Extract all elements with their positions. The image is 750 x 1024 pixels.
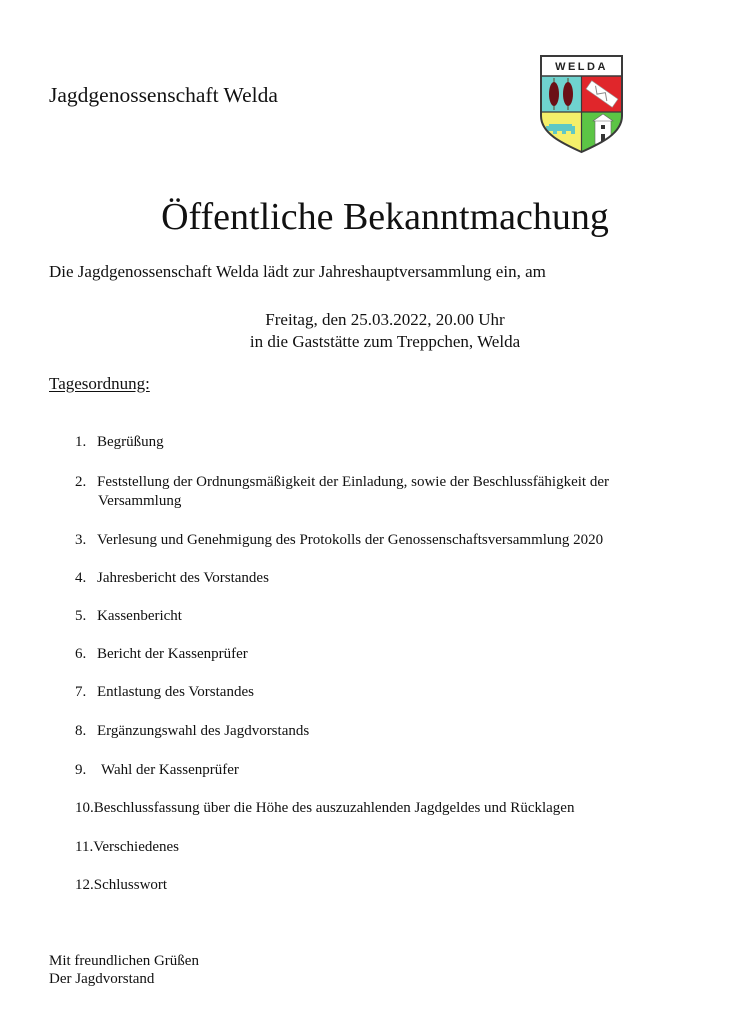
agenda-item-number: 7.	[75, 684, 87, 700]
closing-signature: Der Jagdvorstand	[49, 971, 155, 987]
agenda-item-number: 1.	[75, 434, 87, 450]
agenda-item-text: Feststellung der Ordnungsmäßigkeit der Einladung, sowie der Beschlussfähigkeit der	[97, 474, 609, 490]
agenda-item	[75, 876, 167, 895]
agenda-item	[75, 473, 609, 511]
agenda-item	[75, 607, 182, 626]
agenda-item	[75, 683, 254, 702]
agenda-item-number: 10.	[75, 800, 94, 816]
agenda-item	[75, 838, 179, 857]
agenda-item-number: 3.	[75, 532, 87, 548]
agenda-item-text: Beschlussfassung über die Höhe des auszuzahlenden Jagdgeldes und Rücklagen	[93, 800, 575, 816]
agenda-item	[75, 645, 248, 664]
agenda-item	[75, 569, 269, 588]
agenda-item-text: Ergänzungswahl des Jagdvorstands	[97, 723, 310, 739]
event-date: Freitag, den 25.03.2022, 20.00 Uhr	[265, 310, 505, 329]
agenda-item-number: 9.	[75, 762, 87, 778]
event-location: in die Gaststätte zum Treppchen, Welda	[249, 332, 521, 351]
agenda-item-text: Bericht der Kassenprüfer	[97, 646, 248, 662]
agenda-item-text: Begrüßung	[97, 434, 164, 450]
agenda-item-number: 8.	[75, 723, 87, 739]
event-details	[0, 309, 750, 353]
page-title: Öffentliche Bekanntmachung	[161, 196, 609, 238]
agenda-item-number: 5.	[75, 608, 87, 624]
agenda-item-continuation: Versammlung	[98, 493, 182, 509]
svg-text:WELDA: WELDA	[555, 61, 608, 73]
coat-of-arms-icon	[539, 54, 624, 154]
agenda-item-number: 11.	[75, 839, 94, 855]
agenda-item	[75, 433, 164, 452]
agenda-item	[75, 799, 574, 818]
agenda-item-text: Verlesung und Genehmigung des Protokolls der Genossenschaftsversammlung 2020	[97, 532, 604, 548]
intro-text: Die Jagdgenossenschaft Welda lädt zur Jahreshauptversammlung ein, am	[49, 262, 546, 281]
closing-greeting: Mit freundlichen Grüßen	[49, 953, 199, 969]
agenda-item	[75, 761, 239, 780]
agenda-item-text: Kassenbericht	[97, 608, 182, 624]
agenda-item-text: Jahresbericht des Vorstandes	[97, 570, 269, 586]
agenda-item-number: 4.	[75, 570, 87, 586]
agenda-item-text: Schlusswort	[93, 877, 168, 893]
agenda-item-number: 12.	[75, 877, 94, 893]
closing-block	[49, 952, 199, 988]
agenda-item-number: 6.	[75, 646, 87, 662]
agenda-item-text: Entlastung des Vorstandes	[97, 684, 254, 700]
agenda-heading: Tagesordnung:	[49, 374, 150, 393]
agenda-item-text: Verschiedenes	[93, 839, 179, 855]
agenda-item-number: 2.	[75, 474, 87, 490]
agenda-item	[75, 722, 309, 741]
organization-name: Jagdgenossenschaft Welda	[49, 83, 278, 107]
agenda-item	[75, 531, 603, 550]
agenda-item-text: Wahl der Kassenprüfer	[101, 762, 239, 778]
